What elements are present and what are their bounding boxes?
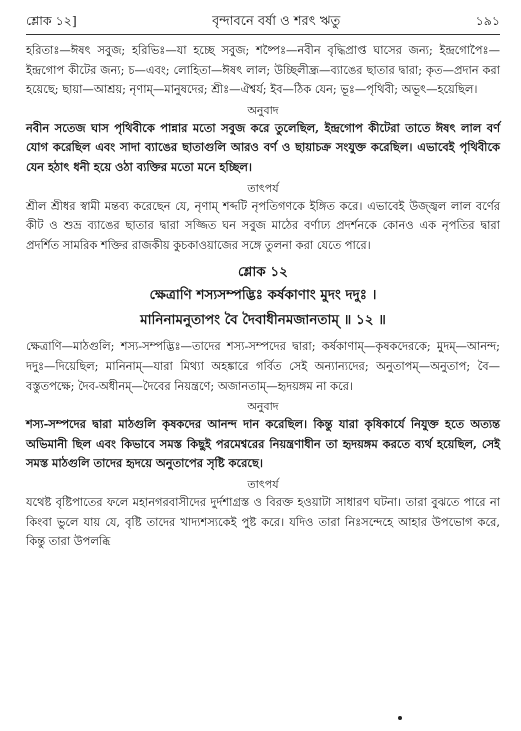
header-chapter-title: বৃন্দাবনে বর্ষা ও শরৎ ঋতু: [212, 14, 341, 29]
translation-1: নবীন সতেজ ঘাস পৃথিবীকে পান্নার মতো সবুজ করে তুলেছিল, ইন্দ্রগোপ কীটেরা তাতে ঈষৎ লাল বর্ণ যোগ করেছিল এবং সাদা ব্যাঙের ছাতাগুলি আরও বর্ণ ও ছায়াচক্র সংযুক্ত করেছিল। এভাবেই পৃথিবীকে যেন হঠাৎ ধনী হয়ে ওঠা ব্যক্তির মতো মনে হচ্ছিল।: [26, 120, 500, 174]
purport-2: যথেষ্ট বৃষ্টিপাতের ফলে মহানগরবাসীদের দুর্দশাগ্রস্ত ও বিরক্ত হওয়াটা সাধারণ ঘটনা। তারা বুঝতে পারে না কিংবা ভুলে যায় যে, বৃষ্টি তাদের খাদ্যশস্যকেই পুষ্ট করে। যদিও তারা নিঃসন্দেহে আহার উপভোগ করে, কিন্তু তারা উপলব্ধি: [26, 494, 500, 549]
purport-heading-1: তাৎপর্য: [247, 181, 279, 195]
word-meanings-2: ক্ষেত্রাণি—মাঠগুলি; শস্য-সম্পদ্ভিঃ—তাদের শস্য-সম্পদের দ্বারা; কর্ষকাণাম্—কৃষকদেরকে; মুদম্—আনন্দ; দদুঃ—দিয়েছিল; মানিনাম্—যারা মিথ্যা অহঙ্কারে গর্বিত সেই অন্যান্যদের; অনুতাপম্—অনুতাপ; বৈ—বস্তুতপক্ষে; দৈব-অধীনম্—দৈবের নিয়ন্ত্রণে; অজানতাম্—হৃদয়ঙ্গম না করে।: [26, 339, 500, 393]
header-verse-ref: শ্লোক ১২]: [26, 13, 77, 28]
verse-title: শ্লোক ১২: [238, 264, 288, 281]
running-header: [26, 12, 500, 34]
word-meanings-1: হরিতাঃ—ঈষৎ সবুজ; হরিভিঃ—যা হচ্ছে সবুজ; শষ্পৈঃ—নবীন বৃদ্ধিপ্রাপ্ত ঘাসের জন্য; ইন্দ্রগোপৈঃ—ইন্দ্রগোপ কীটের জন্য; চ—এবং; লোহিতা—ঈষৎ লাল; উচ্ছিলীন্ধ্র—ব্যাঙের ছাতার দ্বারা; কৃত—প্রদান করা হয়েছে; ছায়া—আশ্রয়; নৃণাম্—মানুষদের; শ্রীঃ—ঐশ্বর্য; ইব—ঠিক যেন; ভূঃ—পৃথিবী; অভূৎ—হয়েছিল।: [26, 43, 500, 97]
verse-line-1: ক্ষেত্রাণি শস্যসম্পদ্ভিঃ কর্ষকাণাং মুদং দদুঃ ।: [149, 287, 377, 304]
purport-heading-2: তাৎপর্য: [247, 477, 279, 491]
translation-2: শস্য-সম্পদের দ্বারা মাঠগুলি কৃষকদের আনন্দ দান করেছিল। কিন্তু যারা কৃষিকার্যে নিযুক্ত হতে অত্যন্ত অভিমানী ছিল এবং কিভাবে সমস্ত কিছুই পরমেশ্বরের নিয়ন্ত্রণাধীন তা হৃদয়ঙ্গম করতে ব্যর্থ হয়েছিল, সেই সমস্ত মাঠগুলি তাদের হৃদয়ে অনুতাপের সৃষ্টি করেছে।: [26, 417, 500, 471]
translation-heading-2: অনুবাদ: [247, 400, 279, 414]
page-number: ১৯১: [475, 13, 500, 28]
translation-heading-1: অনুবাদ: [247, 103, 279, 117]
ink-dot: [398, 716, 402, 720]
header-rule: [26, 34, 500, 35]
purport-1: শ্রীল শ্রীধর স্বামী মন্তব্য করেছেন যে, নৃণাম্ শব্দটি নৃপতিগণকে ইঙ্গিত করে। এভাবেই উজ্জ্বল লাল বর্ণের কীট ও শুভ্র ব্যাঙের ছাতার দ্বারা সজ্জিত ঘন সবুজ মাঠের বর্ণাঢ্য প্রদর্শনকে কোনও এক নৃপতির দ্বারা প্রদর্শিত সামরিক শক্তির রাজকীয় কুচকাওয়াজের সঙ্গে তুলনা করা যেতে পারে।: [26, 198, 500, 252]
book-page: [26, 12, 500, 552]
verse-line-2: মানিনামনুতাপং বৈ দৈবাধীনমজানতাম্ ॥ ১২ ॥: [140, 312, 386, 329]
